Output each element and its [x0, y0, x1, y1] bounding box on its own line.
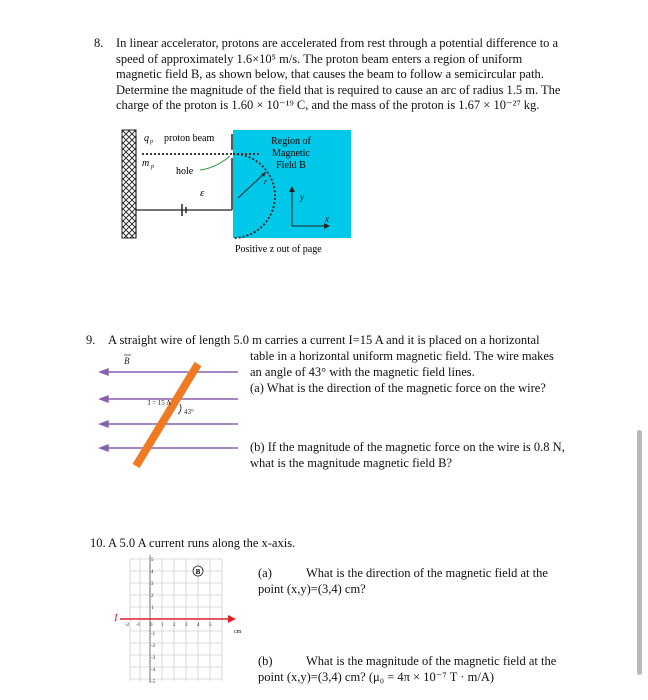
vertical-scrollbar[interactable] — [637, 430, 642, 675]
question-10-line: 10. A 5.0 A current runs along the x-axis. — [90, 536, 296, 550]
proton-beam-label: proton beam — [164, 133, 215, 144]
wire-in-field-figure — [98, 352, 248, 472]
question-10-part-b-text-2: point (x,y)=(3,4) cm? (μ₀ = 4π × 10⁻⁷ T · m/A) — [258, 670, 495, 684]
hole-pointer — [200, 156, 230, 170]
svg-text:4: 4 — [197, 623, 200, 628]
current-arrow-icon — [228, 615, 236, 623]
svg-text:-1: -1 — [151, 632, 156, 637]
question-9-part-b-line-2: what is the magnitude magnetic field B? — [250, 456, 453, 470]
current-label: I — [114, 612, 118, 624]
svg-text:0: 0 — [150, 623, 153, 628]
question-8-number: 8. — [94, 36, 104, 50]
svg-text:-2: -2 — [151, 644, 156, 649]
region-label-2: Magnetic — [272, 148, 310, 159]
x-tick-labels — [125, 623, 212, 628]
grid-lines — [130, 559, 222, 681]
point-b-label: B — [195, 568, 201, 576]
svg-text:4: 4 — [151, 570, 154, 575]
coordinate-grid-figure — [112, 555, 247, 685]
linear-accelerator-figure — [120, 128, 355, 258]
svg-text:3: 3 — [185, 623, 188, 628]
svg-text:3: 3 — [151, 582, 154, 587]
mass-label: m — [142, 158, 150, 169]
question-8-line-1: In linear accelerator, protons are accelerated from rest through a potential difference to a — [116, 36, 559, 50]
svg-text:1: 1 — [151, 606, 154, 611]
figure-caption: Positive z out of page — [235, 244, 322, 255]
svg-text:-3: -3 — [151, 656, 156, 661]
angle-label: 43° — [184, 408, 194, 416]
question-10-part-b-label: (b) — [258, 654, 273, 668]
svg-text:-1: -1 — [136, 623, 141, 628]
question-9-line-2: table in a horizontal uniform magnetic field. The wire makes — [250, 349, 554, 363]
charge-label-sub: p — [150, 139, 153, 145]
question-9-part-b-line-1: (b) If the magnitude of the magnetic force on the wire is 0.8 N, — [250, 440, 565, 454]
region-label-1: Region of — [271, 136, 311, 147]
b-field-label: B — [124, 356, 130, 366]
question-10-part-b-text: What is the magnitude of the magnetic field at the — [306, 654, 557, 668]
question-9-line-1: A straight wire of length 5.0 m carries a current I=15 A and it is placed on a horizontal — [108, 333, 540, 347]
angle-arc — [178, 404, 181, 414]
question-8-line-4: Determine the magnitude of the field that is required to cause an arc of radius 1.5 m. The — [116, 82, 561, 97]
question-9-part-a: (a) What is the direction of the magnetic force on the wire? — [250, 381, 546, 395]
svg-text:5: 5 — [209, 623, 212, 628]
svg-text:-4: -4 — [151, 668, 156, 673]
y-label: y — [300, 192, 304, 202]
mass-label-sub: p — [151, 164, 154, 170]
svg-text:2: 2 — [173, 623, 176, 628]
emf-label: ε — [200, 187, 205, 199]
charge-label: q — [144, 133, 149, 144]
svg-text:2: 2 — [151, 594, 154, 599]
svg-text:5: 5 — [151, 558, 154, 563]
radius-label: r — [264, 177, 268, 186]
question-10-part-a-text-2: point (x,y)=(3,4) cm? — [258, 582, 366, 596]
question-10-part-a-text: What is the direction of the magnetic field at the — [306, 566, 548, 580]
question-10-part-a-label: (a) — [258, 566, 272, 580]
svg-text:-5: -5 — [151, 680, 156, 685]
question-9-line-3: an angle of 43° with the magnetic field lines. — [250, 365, 475, 379]
hole-label: hole — [176, 166, 194, 177]
current-label: I = 15 A — [148, 399, 172, 407]
region-label-3: Field B — [276, 160, 306, 171]
unit-label: cm — [234, 629, 242, 635]
question-8-text — [116, 36, 586, 114]
hatched-wall — [122, 130, 136, 238]
question-8-line-2: speed of approximately 1.6×10⁵ m/s. The proton beam enters a region of uniform — [116, 51, 523, 66]
question-8-line-5: charge of the proton is 1.60 × 10⁻¹⁹ C, and the mass of the proton is 1.67 × 10⁻²⁷ kg. — [116, 98, 540, 112]
question-8-line-3: magnetic field B, as shown below, that causes the beam to follow a semicircular path. — [116, 67, 544, 81]
svg-text:1: 1 — [161, 623, 164, 628]
svg-text:-2: -2 — [125, 623, 130, 628]
question-9-number: 9. — [86, 333, 96, 347]
y-tick-labels — [151, 558, 156, 685]
x-label: x — [325, 214, 329, 224]
